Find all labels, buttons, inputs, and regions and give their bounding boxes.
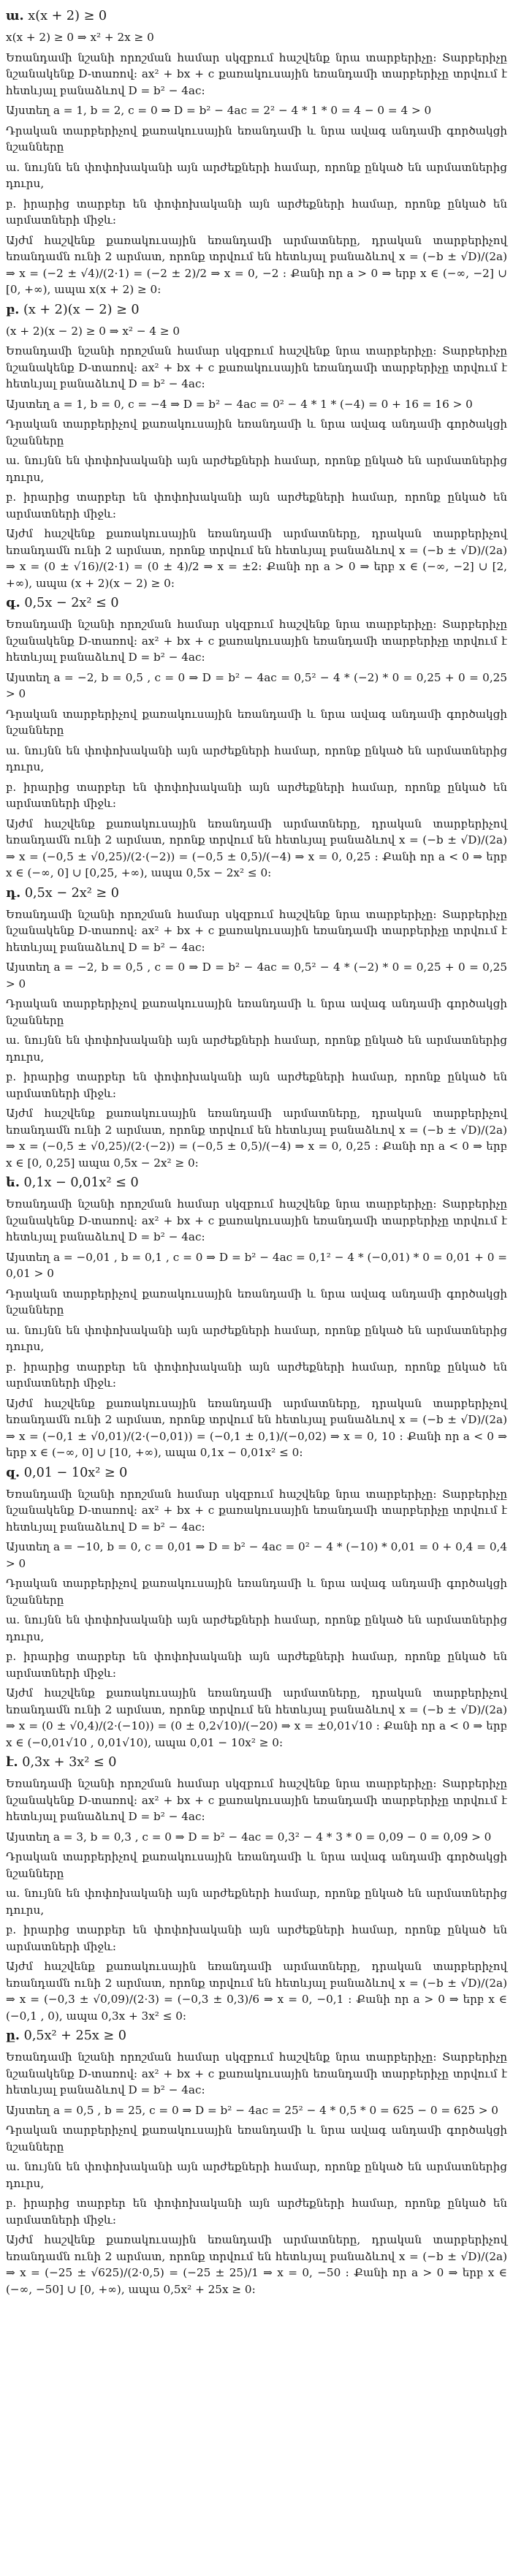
solution-paragraph: x(x + 2) ≥ 0 ⇒ x² + 2x ≥ 0 (6, 31, 154, 44)
solution-paragraph: ա. նույնն են փոփոխականի այն արժեքների համար, որոնք ընկած են արմատներից դուրս, (6, 2160, 507, 2190)
problem-section (6, 7, 507, 298)
problem-heading (6, 2026, 507, 2045)
solution-paragraph: բ. իրարից տարբեր են փոփոխականի այն արժեքների համար, որոնք ընկած են արմատների միջև: (6, 780, 507, 810)
solution-paragraph: Այստեղ a = −2, b = 0,5 , c = 0 ⇒ D = b² − 4ac = 0,5² − 4 * (−2) * 0 = 0,25 + 0 = 0,25 > 0 (6, 961, 507, 990)
solution-paragraph: ա. նույնն են փոփոխականի այն արժեքների համար, որոնք ընկած են արմատներից դուրս, (6, 454, 507, 484)
problem-section (6, 300, 507, 592)
solution-paragraph: Այստեղ a = 3, b = 0,3 , c = 0 ⇒ D = b² − 4ac = 0,3² − 4 * 3 * 0 = 0,09 − 0 = 0,09 > 0 (6, 1830, 492, 1844)
problem-letter: է. (6, 1754, 18, 1770)
problem-letter: զ. (6, 1464, 20, 1480)
solution-paragraph: Այժմ հաշվենք քառակուսային եռանդամի արմատները, դրական տարբերիչով եռանդամն ունի 2 արմատ, որոնք տրվում են հետևյալ բանաձևով x = (−b ± √D)/(2a) ⇒ x = (−0,5 ± √0,25)/(2·(−2)) = (−0,5 ± 0,5)/(−4) ⇒ x = 0, 0,25 : Քանի որ a < 0 ⇒ երբ x ∈ [0, 0,25] ապա 0,5x − 2x² ≥ 0: (6, 1107, 507, 1170)
solution-paragraph: Այժմ հաշվենք քառակուսային եռանդամի արմատները, դրական տարբերիչով եռանդամն ունի 2 արմատ, որոնք տրվում են հետևյալ բանաձևով x = (−b ± √D)/(2a) ⇒ x = (−0,1 ± √0,01)/(2·(−0,01)) = (−0,1 ± 0,1)/(−0,02) ⇒ x = 0, 10 : Քանի որ a < 0 ⇒ երբ x ∈ (−∞, 0] ∪ [10, +∞), ապա 0,1x − 0,01x² ≤ 0: (6, 1396, 507, 1459)
problem-letter: ը. (6, 2028, 20, 2043)
solution-paragraph: Այստեղ a = −0,01 , b = 0,1 , c = 0 ⇒ D = b² − 4ac = 0,1² − 4 * (−0,01) * 0 = 0,01 + 0 = 0,01 > 0 (6, 1250, 507, 1280)
problem-letter: ե. (6, 1175, 20, 1190)
solution-paragraph: Այժմ հաշվենք քառակուսային եռանդամի արմատները, դրական տարբերիչով եռանդամն ունի 2 արմատ, որոնք տրվում են հետևյալ բանաձևով x = (−b ± √D)/(2a) ⇒ x = (−25 ± √625)/(2·0,5) = (−25 ± 25)/1 ⇒ x = 0, −50 : Քանի որ a > 0 ⇒ երբ x ∈ (−∞, −50] ∪ [0, +∞), ապա 0,5x² + 25x ≥ 0: (6, 2233, 507, 2296)
problem-heading (6, 1173, 507, 1192)
problem-heading (6, 1753, 507, 1772)
problem-expression: 0,5x² + 25x ≥ 0 (23, 2028, 126, 2043)
solution-paragraph: Դրական տարբերիչով քառակուսային եռանդամի և նրա ավագ անդամի գործակցի նշանները (6, 417, 507, 447)
solution-paragraph: Դրական տարբերիչով քառակուսային եռանդամի և նրա ավագ անդամի գործակցի նշանները (6, 1850, 507, 1880)
solution-paragraph: Այժմ հաշվենք քառակուսային եռանդամի արմատները, դրական տարբերիչով եռանդամն ունի 2 արմատ, որոնք տրվում են հետևյալ բանաձևով x = (−b ± √D)/(2a) ⇒ x = (−0,5 ± √0,25)/(2·(−2)) = (−0,5 ± 0,5)/(−4) ⇒ x = 0, 0,25 : Քանի որ a < 0 ⇒ երբ x ∈ (−∞, 0] ∪ [0,25, +∞), ապա 0,5x − 2x² ≤ 0: (6, 817, 507, 879)
problem-section (6, 1463, 507, 1751)
solution-paragraph: բ. իրարից տարբեր են փոփոխականի այն արժեքների համար, որոնք ընկած են արմատների միջև: (6, 1923, 507, 1953)
problem-letter: բ. (6, 301, 20, 317)
solution-paragraph: բ. իրարից տարբեր են փոփոխականի այն արժեքների համար, որոնք ընկած են արմատների միջև: (6, 1650, 507, 1680)
problem-section (6, 1753, 507, 2024)
solution-paragraph: ա. նույնն են փոփոխականի այն արժեքների համար, որոնք ընկած են արմատներից դուրս, (6, 1887, 507, 1917)
solution-paragraph: Եռանդամի նշանի որոշման համար սկզբում հաշվենք նրա տարբերիչը: Տարբերիչը նշանակենք D-տառով: ax² + bx + c քառակուսային եռանդամի տարբերիչը տրվում է հետևյալ բանաձևով D = b² − 4ac: (6, 1777, 507, 1823)
problem-section (6, 1173, 507, 1461)
solution-paragraph: Այստեղ a = −2, b = 0,5 , c = 0 ⇒ D = b² − 4ac = 0,5² − 4 * (−2) * 0 = 0,25 + 0 = 0,25 > 0 (6, 670, 507, 700)
problem-expression: 0,5x − 2x² ≥ 0 (24, 885, 119, 901)
problem-expression: (x + 2)(x − 2) ≥ 0 (23, 302, 140, 317)
problem-letter: ա. (6, 8, 24, 23)
solution-paragraph: բ. իրարից տարբեր են փոփոխականի այն արժեքների համար, որոնք ընկած են արմատների միջև: (6, 2197, 507, 2227)
problem-section (6, 594, 507, 882)
solution-paragraph: Դրական տարբերիչով քառակուսային եռանդամի և նրա ավագ անդամի գործակցի նշանները (6, 997, 507, 1027)
problem-heading (6, 884, 507, 903)
solution-paragraph: բ. իրարից տարբեր են փոփոխականի այն արժեքների համար, որոնք ընկած են արմատների միջև: (6, 197, 507, 227)
problem-letter: դ. (6, 884, 21, 901)
solution-paragraph: Այժմ հաշվենք քառակուսային եռանդամի արմատները, դրական տարբերիչով եռանդամն ունի 2 արմատ, որոնք տրվում են հետևյալ բանաձևով x = (−b ± √D)/(2a) ⇒ x = (0 ± √16)/(2·1) = (0 ± 4)/2 ⇒ x = ±2: Քանի որ a > 0 ⇒ երբ x ∈ (−∞, −2] ∪ [2, +∞), ապա (x + 2)(x − 2) ≥ 0: (6, 527, 507, 590)
solution-paragraph: Այժմ հաշվենք քառակուսային եռանդամի արմատները, դրական տարբերիչով եռանդամն ունի 2 արմատ, որոնք տրվում են հետևյալ բանաձևով x = (−b ± √D)/(2a) ⇒ x = (−0,3 ± √0,09)/(2·3) = (−0,3 ± 0,3)/6 ⇒ x = 0, −0,1 : Քանի որ a > 0 ⇒ երբ x ∈ (−0,1 , 0), ապա 0,3x + 3x² ≤ 0: (6, 1960, 507, 2023)
solution-paragraph: Եռանդամի նշանի որոշման համար սկզբում հաշվենք նրա տարբերիչը: Տարբերիչը նշանակենք D-տառով: ax² + bx + c քառակուսային եռանդամի տարբերիչը տրվում է հետևյալ բանաձևով D = b² − 4ac: (6, 344, 507, 390)
solution-paragraph: Դրական տարբերիչով քառակուսային եռանդամի և նրա ավագ անդամի գործակցի նշանները (6, 707, 507, 737)
solution-paragraph: (x + 2)(x − 2) ≥ 0 ⇒ x² − 4 ≥ 0 (6, 324, 180, 338)
problem-heading (6, 1463, 507, 1482)
solution-paragraph: Այժմ հաշվենք քառակուսային եռանդամի արմատները, դրական տարբերիչով եռանդամն ունի 2 արմատ, որոնք տրվում են հետևյալ բանաձևով x = (−b ± √D)/(2a) ⇒ x = (−2 ± √4)/(2·1) = (−2 ± 2)/2 ⇒ x = 0, −2 : Քանի որ a > 0 ⇒ երբ x ∈ (−∞, −2] ∪ [0, +∞), ապա x(x + 2) ≥ 0: (6, 233, 507, 296)
problem-section (6, 2026, 507, 2297)
solution-paragraph: Դրական տարբերիչով քառակուսային եռանդամի և նրա ավագ անդամի գործակցի նշանները (6, 1287, 507, 1317)
problem-letter: գ. (6, 595, 20, 610)
solution-paragraph: ա. նույնն են փոփոխականի այն արժեքների համար, որոնք ընկած են արմատներից դուրս, (6, 160, 507, 190)
solution-paragraph: Այստեղ a = −10, b = 0, c = 0,01 ⇒ D = b² − 4ac = 0² − 4 * (−10) * 0,01 = 0 + 0,4 = 0,4 > 0 (6, 1540, 507, 1570)
solution-paragraph: Եռանդամի նշանի որոշման համար սկզբում հաշվենք նրա տարբերիչը: Տարբերիչը նշանակենք D-տառով: ax² + bx + c քառակուսային եռանդամի տարբերիչը տրվում է հետևյալ բանաձևով D = b² − 4ac: (6, 1487, 507, 1534)
solution-paragraph: ա. նույնն են փոփոխականի այն արժեքների համար, որոնք ընկած են արմատներից դուրս, (6, 743, 507, 773)
solution-paragraph: բ. իրարից տարբեր են փոփոխականի այն արժեքների համար, որոնք ընկած են արմատների միջև: (6, 1360, 507, 1390)
solution-paragraph: Այժմ հաշվենք քառակուսային եռանդամի արմատները, դրական տարբերիչով եռանդամն ունի 2 արմատ, որոնք տրվում են հետևյալ բանաձևով x = (−b ± √D)/(2a) ⇒ x = (0 ± √0,4)/(2·(−10)) = (0 ± 0,2√10)/(−20) ⇒ x = ±0,01√10 : Քանի որ a < 0 ⇒ երբ x ∈ (−0,01√10 , 0,01√10), ապա 0,01 − 10x² ≥ 0: (6, 1686, 507, 1749)
solution-paragraph: Եռանդամի նշանի որոշման համար սկզբում հաշվենք նրա տարբերիչը: Տարբերիչը նշանակենք D-տառով: ax² + bx + c քառակուսային եռանդամի տարբերիչը տրվում է հետևյալ բանաձևով D = b² − 4ac: (6, 2050, 507, 2096)
problem-heading (6, 594, 507, 613)
problem-expression: x(x + 2) ≥ 0 (28, 9, 107, 23)
solution-paragraph: Այստեղ a = 1, b = 0, c = −4 ⇒ D = b² − 4ac = 0² − 4 * 1 * (−4) = 0 + 16 = 16 > 0 (6, 397, 473, 411)
solution-paragraph: Եռանդամի նշանի որոշման համար սկզբում հաշվենք նրա տարբերիչը: Տարբերիչը նշանակենք D-տառով: ax² + bx + c քառակուսային եռանդամի տարբերիչը տրվում է հետևյալ բանաձևով D = b² − 4ac: (6, 1197, 507, 1243)
problem-expression: 0,1x − 0,01x² ≤ 0 (23, 1175, 139, 1190)
solution-paragraph: Եռանդամի նշանի որոշման համար սկզբում հաշվենք նրա տարբերիչը: Տարբերիչը նշանակենք D-տառով: ax² + bx + c քառակուսային եռանդամի տարբերիչը տրվում է հետևյալ բանաձևով D = b² − 4ac: (6, 907, 507, 954)
solution-paragraph: Դրական տարբերիչով քառակուսային եռանդամի և նրա ավագ անդամի գործակցի նշանները (6, 1577, 507, 1607)
solution-paragraph: Դրական տարբերիչով քառակուսային եռանդամի և նրա ավագ անդամի գործակցի նշանները (6, 2124, 507, 2153)
solution-paragraph: Այստեղ a = 1, b = 2, c = 0 ⇒ D = b² − 4ac = 2² − 4 * 1 * 0 = 4 − 0 = 4 > 0 (6, 104, 432, 117)
problem-expression: 0,01 − 10x² ≥ 0 (23, 1465, 128, 1480)
solution-paragraph: ա. նույնն են փոփոխականի այն արժեքների համար, որոնք ընկած են արմատներից դուրս, (6, 1034, 507, 1064)
problem-expression: 0,5x − 2x² ≤ 0 (24, 596, 119, 610)
problem-section (6, 884, 507, 1172)
solution-paragraph: բ. իրարից տարբեր են փոփոխականի այն արժեքների համար, որոնք ընկած են արմատների միջև: (6, 490, 507, 520)
solution-paragraph: Եռանդամի նշանի որոշման համար սկզբում հաշվենք նրա տարբերիչը: Տարբերիչը նշանակենք D-տառով: ax² + bx + c քառակուսային եռանդամի տարբերիչը տրվում է հետևյալ բանաձևով D = b² − 4ac: (6, 50, 507, 97)
problem-expression: 0,3x + 3x² ≤ 0 (22, 1755, 117, 1770)
solution-paragraph: Այստեղ a = 0,5 , b = 25, c = 0 ⇒ D = b² − 4ac = 25² − 4 * 0,5 * 0 = 625 − 0 = 625 > 0 (6, 2103, 498, 2117)
solution-paragraph: ա. նույնն են փոփոխականի այն արժեքների համար, որոնք ընկած են արմատներից դուրս, (6, 1323, 507, 1353)
solution-paragraph: ա. նույնն են փոփոխականի այն արժեքների համար, որոնք ընկած են արմատներից դուրս, (6, 1613, 507, 1643)
solution-paragraph: բ. իրարից տարբեր են փոփոխականի այն արժեքների համար, որոնք ընկած են արմատների միջև: (6, 1070, 507, 1100)
solution-paragraph: Դրական տարբերիչով քառակուսային եռանդամի և նրա ավագ անդամի գործակցի նշանները (6, 124, 507, 154)
problem-heading (6, 300, 507, 319)
problem-heading (6, 7, 507, 26)
solution-paragraph: Եռանդամի նշանի որոշման համար սկզբում հաշվենք նրա տարբերիչը: Տարբերիչը նշանակենք D-տառով: ax² + bx + c քառակուսային եռանդամի տարբերիչը տրվում է հետևյալ բանաձևով D = b² − 4ac: (6, 618, 507, 664)
